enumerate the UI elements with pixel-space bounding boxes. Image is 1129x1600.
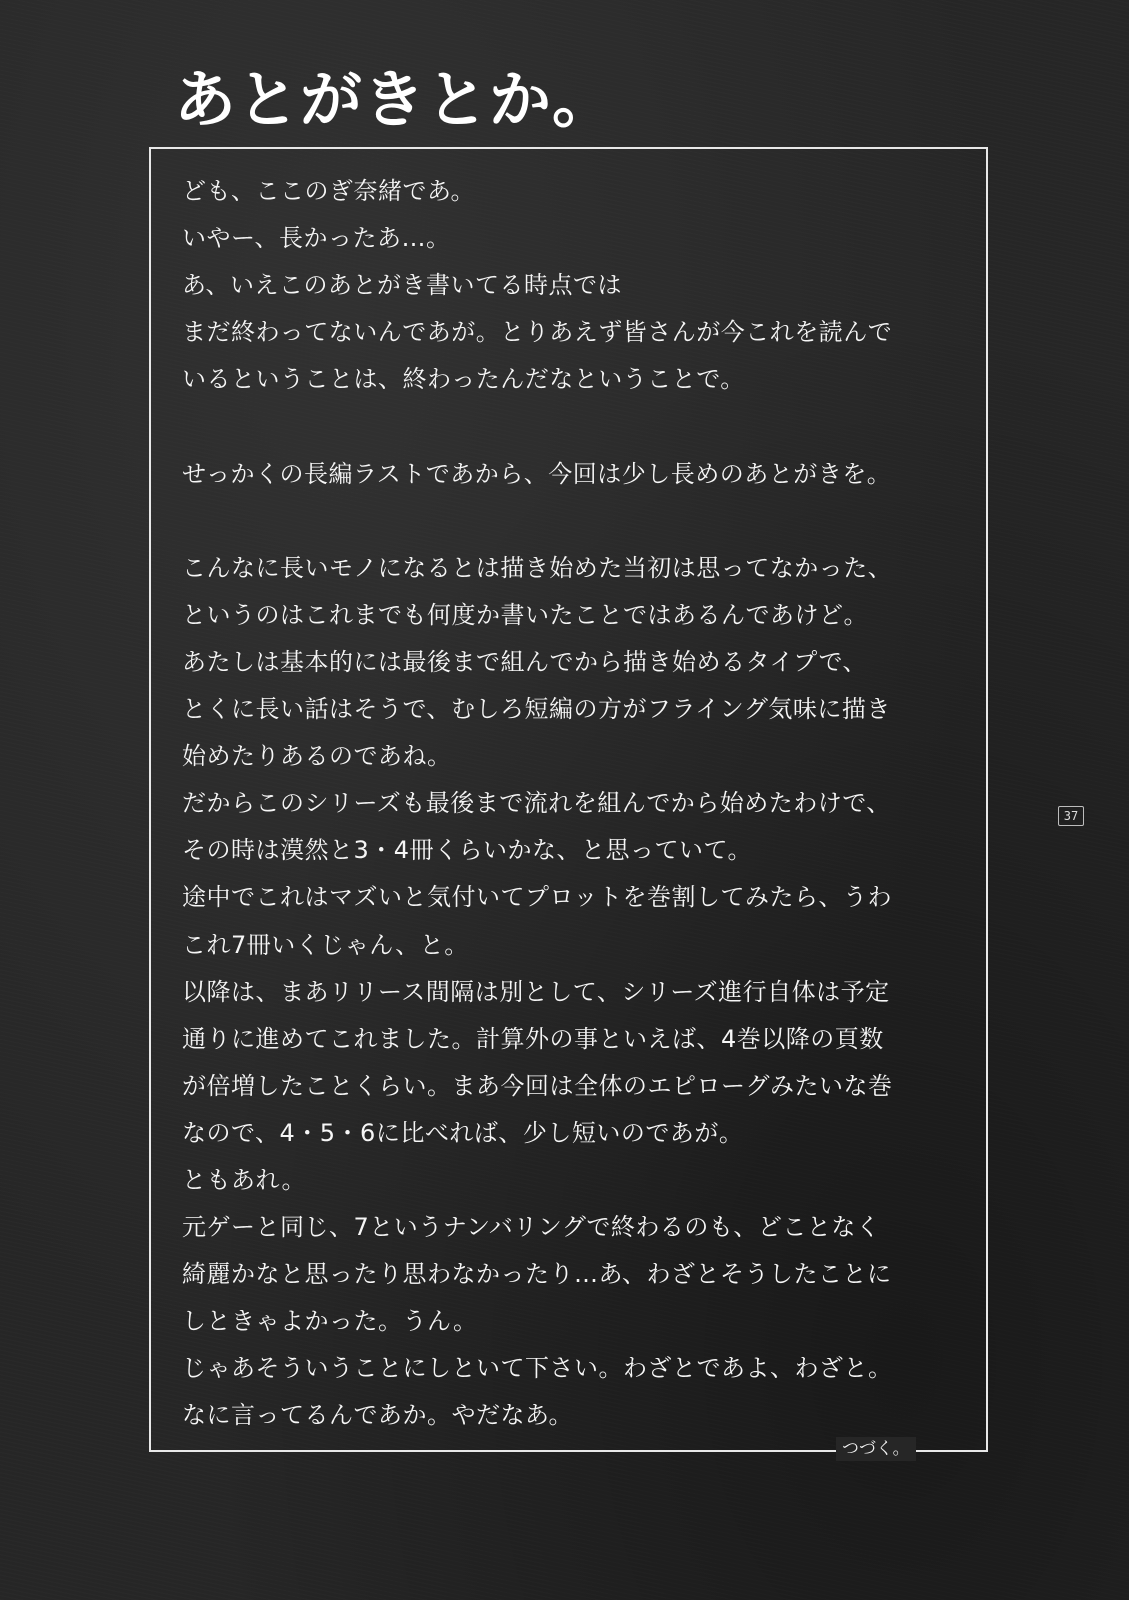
body-line: 綺麗かなと思ったり思わなかったり…あ、わざとそうしたことに xyxy=(182,1260,892,1289)
body-line: が倍増したことくらい。まあ今回は全体のエピローグみたいな巻 xyxy=(182,1071,893,1100)
body-line: というのはこれまでも何度か書いたことではあるんであけど。 xyxy=(182,600,868,629)
blank-line xyxy=(182,498,972,545)
body-line: じゃあそういうことにしといて下さい。わざとであよ、わざと。 xyxy=(182,1354,893,1383)
body-line: ともあれ。 xyxy=(182,1165,306,1194)
body-line: 途中でこれはマズいと気付いてプロットを巻割してみたら、うわ xyxy=(182,883,893,912)
blank-line xyxy=(182,403,972,450)
afterword-body xyxy=(182,168,972,1440)
body-line: せっかくの長編ラストであから、今回は少し長めのあとがきを。 xyxy=(182,459,892,488)
page-title: あとがきとか。 xyxy=(174,63,616,136)
body-line: 以降は、まあリリース間隔は別として、シリーズ進行自体は予定 xyxy=(182,977,890,1006)
body-line: こんなに長いモノになるとは描き始めた当初は思ってなかった、 xyxy=(182,553,893,582)
body-line: 始めたりあるのであね。 xyxy=(182,742,452,771)
page-number: 37 xyxy=(1058,806,1084,826)
body-line: なので、4・5・6に比べれば、少し短いのであが。 xyxy=(182,1118,744,1147)
body-line: 通りに進めてこれました。計算外の事といえば、4巻以降の頁数 xyxy=(182,1024,884,1053)
body-line: あ、いえこのあとがき書いてる時点では xyxy=(182,271,623,300)
body-line: まだ終わってないんであが。とりあえず皆さんが今これを読んで xyxy=(182,318,893,347)
body-line: その時は漠然と3・4冊くらいかな、と思っていて。 xyxy=(182,836,753,865)
to-be-continued-label: つづく。 xyxy=(836,1437,916,1461)
body-line: とくに長い話はそうで、むしろ短編の方がフライング気味に描き xyxy=(182,695,891,724)
body-line: いやー、長かったあ…。 xyxy=(182,224,451,253)
body-line: 元ゲーと同じ、7というナンバリングで終わるのも、どことなく xyxy=(182,1213,881,1242)
body-line: なに言ってるんであか。やだなあ。 xyxy=(182,1401,574,1430)
body-line: これ7冊いくじゃん、と。 xyxy=(182,930,469,959)
body-line: だからこのシリーズも最後まで流れを組んでから始めたわけで、 xyxy=(182,789,891,818)
body-line: いるということは、終わったんだなということで。 xyxy=(182,365,745,394)
body-line: ども、ここのぎ奈緒であ。 xyxy=(182,177,476,205)
body-line: あたしは基本的には最後まで組んでから描き始めるタイプで、 xyxy=(182,647,868,676)
body-line: しときゃよかった。うん。 xyxy=(182,1307,478,1336)
